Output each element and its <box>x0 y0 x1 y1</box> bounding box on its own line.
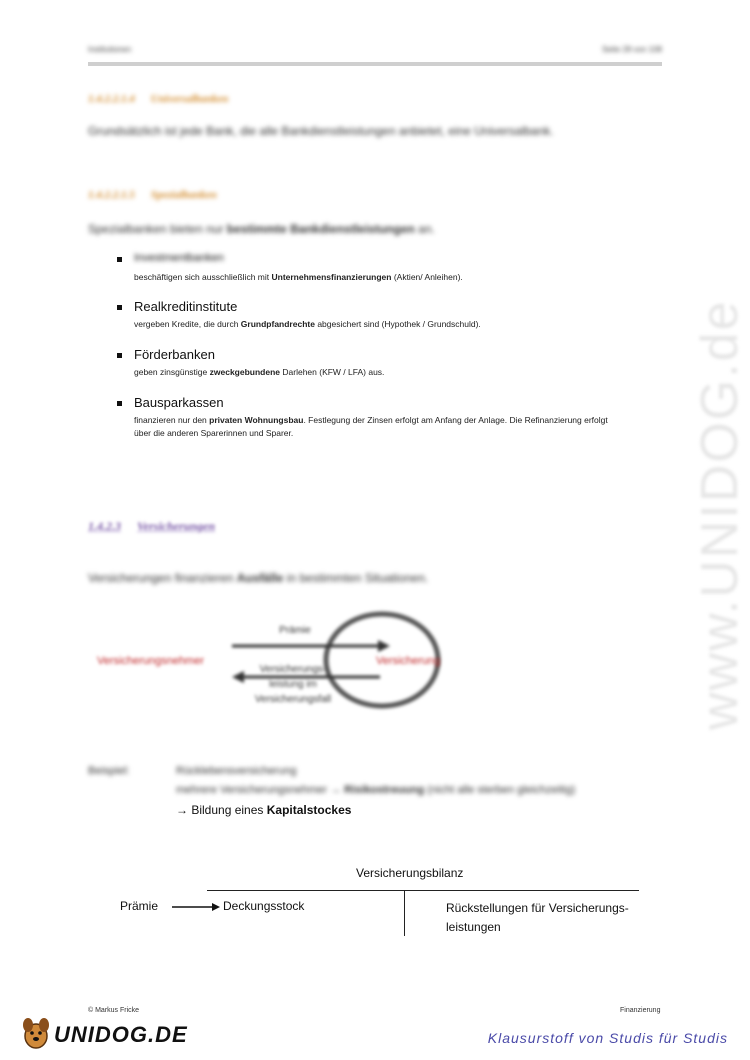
heading-title: Universalbanken <box>150 93 229 105</box>
benefit-label-line: Versicherungs- <box>259 664 327 675</box>
arrow-head <box>212 903 220 911</box>
text: Spezialbanken bieten nur <box>88 222 227 236</box>
benefit-label <box>238 662 348 707</box>
bullet-icon <box>117 401 122 406</box>
heading-spezialbanken <box>88 189 217 201</box>
heading-versicherungen <box>88 519 215 534</box>
example-label: Beispiel: <box>88 765 130 777</box>
footer-author: © Markus Fricke <box>88 1007 140 1014</box>
text: Versicherungen finanzieren <box>88 571 237 585</box>
bullet-title: Bausparkassen <box>134 395 224 410</box>
text: beschäftigen sich ausschließlich mit <box>134 272 272 282</box>
bullet-title: Realkreditinstitute <box>134 299 238 314</box>
text: an. <box>414 222 435 236</box>
bold-text: Kapitalstockes <box>266 803 352 817</box>
unidog-logo <box>20 1016 188 1052</box>
text: geben zinsgünstige <box>134 367 210 377</box>
paragraph-universalbanken: Grundsätzlich ist jede Bank, die alle Bankdienstleistungen anbietet, eine Universalbank. <box>88 124 554 138</box>
heading-title: Versicherungen <box>137 519 216 533</box>
paragraph-spezialbanken <box>88 222 435 236</box>
text: finanzieren nur den <box>134 415 210 425</box>
balance-top-rule <box>207 890 639 891</box>
paragraph-versicherungen <box>88 571 428 585</box>
watermark: www.UNIDOG.de <box>691 299 749 730</box>
text: → Bildung eines <box>176 803 267 817</box>
dog-eye <box>30 1031 34 1035</box>
heading-title: Spezialbanken <box>150 189 217 201</box>
premium-label: Prämie <box>279 625 311 636</box>
bold-text: Risikostreuung <box>344 784 425 796</box>
text: (nicht alle sterben gleichzeitig) <box>424 784 576 796</box>
bullet-title: Investmentbanken <box>134 252 224 264</box>
bold-text: Grundpfandrechte <box>240 319 315 329</box>
arrow-right-icon <box>172 902 220 912</box>
header-divider <box>88 62 662 66</box>
example-line-2 <box>176 784 575 796</box>
example-line-3 <box>176 803 351 817</box>
dog-eye <box>38 1031 42 1035</box>
footer-tagline: Klausurstoff von Studis für Studis <box>487 1030 728 1046</box>
insurer-label: Versicherung <box>376 655 441 667</box>
heading-number: 1.4.2.3 <box>88 519 121 533</box>
balance-premium-label: Prämie <box>120 899 159 913</box>
balance-debit: Deckungsstock <box>223 899 305 913</box>
bold-text: bestimmte Bankdienstleistungen <box>226 222 415 236</box>
dog-icon <box>20 1016 52 1050</box>
text: (Aktien/ Anleihen). <box>391 272 463 282</box>
bold-text: privaten Wohnungsbau <box>209 415 304 425</box>
premium-arrow-head <box>378 640 390 652</box>
balance-credit <box>446 899 629 937</box>
dog-nose <box>33 1037 39 1041</box>
bullet-icon <box>117 305 122 310</box>
header-right: Seite 28 von 108 <box>601 45 662 54</box>
bold-text: zweckgebundene <box>209 367 281 377</box>
balance-divider <box>404 890 405 936</box>
heading-universalbanken <box>88 93 228 105</box>
bullet-icon <box>117 257 122 262</box>
balance-credit-line: Rückstellungen für Versicherungs- <box>446 901 629 915</box>
header-left: Institutionen <box>88 45 132 54</box>
balance-title: Versicherungsbilanz <box>356 866 464 880</box>
bullet-title: Förderbanken <box>134 347 215 362</box>
bold-text: Unternehmensfinanzierungen <box>271 272 392 282</box>
dog-ear <box>39 1018 49 1032</box>
text: mehrere Versicherungsnehmer → <box>176 784 345 796</box>
text: . Festlegung der Zinsen erfolgt am Anfang der Anlage. Die Refinanzierung erfolgt <box>303 415 608 425</box>
benefit-label-line: Versicherungsfall <box>254 694 332 705</box>
bullet-desc <box>134 318 481 331</box>
text: in bestimmten Situationen. <box>283 571 429 585</box>
benefit-label-line: leistung im <box>269 679 317 690</box>
text: über die anderen Sparerinnen und Sparer. <box>134 428 294 438</box>
text: Darlehen (KFW / LFA) aus. <box>280 367 385 377</box>
bullet-desc <box>134 414 654 440</box>
logo-text: UNIDOG.DE <box>54 1022 188 1047</box>
dog-ear <box>23 1018 33 1032</box>
bullet-icon <box>117 353 122 358</box>
balance-credit-line: leistungen <box>446 920 501 934</box>
text: abgesichert sind (Hypothek / Grundschuld). <box>314 319 481 329</box>
footer-topic: Finanzierung <box>620 1007 661 1014</box>
bullet-desc <box>134 366 384 379</box>
policyholder-label: Versicherungsnehmer <box>97 655 205 667</box>
bullet-desc <box>134 271 463 284</box>
example-line-1: Rücklebensversicherung <box>176 765 297 777</box>
text: vergeben Kredite, die durch <box>134 319 241 329</box>
heading-number: 1.4.2.2.1.5 <box>88 189 135 201</box>
bold-text: Ausfälle <box>236 571 284 585</box>
heading-number: 1.4.2.2.1.4 <box>88 93 135 105</box>
